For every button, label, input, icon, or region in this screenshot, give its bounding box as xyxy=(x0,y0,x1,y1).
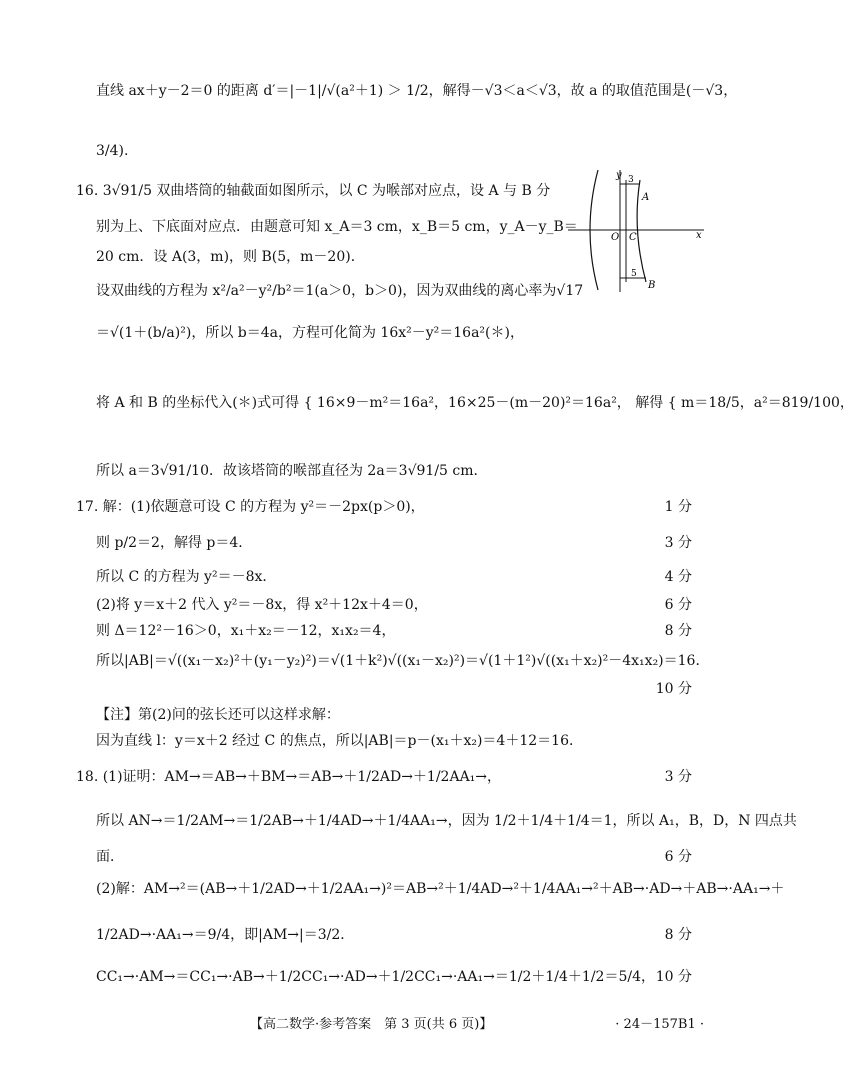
text-line: 所以|AB|＝√((x₁－x₂)²＋(y₁－y₂)²)＝√(1＋k²)√((x₁－x₂)²)＝√(1＋1²)√((x₁＋x₂)²－4x₁x₂)＝16． xyxy=(96,653,710,669)
text-line: 设双曲线的方程为 x²/a²－y²/b²＝1(a＞0，b＞0)，因为双曲线的离心率为√17 xyxy=(96,283,584,299)
text-line: ＝√(1＋(b/a)²)，所以 b＝4a，方程可化简为 16x²－y²＝16a²(＊)， xyxy=(96,325,524,341)
hyperbola-tower-figure xyxy=(568,166,708,296)
text-line: 因为直线 l：y＝x＋2 经过 C 的焦点，所以|AB|＝p－(x₁＋x₂)＝4＋12＝16． xyxy=(96,733,583,749)
text-line: 则 p/2＝2，解得 p＝4． xyxy=(96,535,253,551)
text-line: 18. (1)证明：AM→＝AB→＋BM→＝AB→＋1/2AD→＋1/2AA₁→， xyxy=(76,769,502,785)
score-label: 3 分 xyxy=(664,535,692,551)
footer-code: · 24－157B1 · xyxy=(615,1017,704,1032)
y-axis-label: y xyxy=(616,170,622,181)
text-line: (2)解：AM→²＝(AB→＋1/2AD→＋1/2AA₁→)²＝AB→²＋1/4AD→²＋1/4AA₁→²＋AB→·AD→＋AB→·AA₁→＋ xyxy=(96,881,785,897)
text-line: 则 Δ＝12²－16＞0，x₁＋x₂＝－12，x₁x₂＝4， xyxy=(96,623,396,639)
text-line: 直线 ax＋y－2＝0 的距离 d′＝|－1|/√(a²＋1) ＞ 1/2，解得－√3＜a＜√3，故 a 的取值范围是(－√3， xyxy=(96,83,738,99)
score-label: 6 分 xyxy=(664,597,692,613)
score-label: 3 分 xyxy=(664,769,692,785)
score-label: 1 分 xyxy=(664,499,692,515)
point-b-label: B xyxy=(648,280,656,291)
text-line: 3/4). xyxy=(96,143,129,159)
point-a-label: A xyxy=(642,192,650,203)
text-line: 16. 3√91/5 双曲塔筒的轴截面如图所示，以 C 为喉部对应点，设 A 与 B 分 xyxy=(76,183,551,199)
top-length-label: 3 xyxy=(628,175,634,185)
text-line: 1/2AD→·AA₁→＝9/4，即|AM→|＝3/2． xyxy=(96,927,355,943)
text-line: 所以 a＝3√91/10．故该塔筒的喉部直径为 2a＝3√91/5 cm． xyxy=(96,463,488,479)
text-line: 别为上、下底面对应点．由题意可知 x_A＝3 cm，x_B＝5 cm，y_A－y_B＝ xyxy=(96,219,578,235)
score-label: 8 分 xyxy=(664,623,692,639)
score-label: 10 分 xyxy=(655,681,692,697)
text-line: CC₁→·AM→＝CC₁→·AB→＋1/2CC₁→·AD→＋1/2CC₁→·AA₁→＝1/2＋1/4＋1/2＝5/4， xyxy=(96,969,655,985)
text-line: 面． xyxy=(96,849,124,865)
origin-label: O xyxy=(611,232,620,243)
text-line: 17. 解：(1)依题意可设 C 的方程为 y²＝－2px(p＞0)， xyxy=(76,499,425,515)
text-line: 20 cm．设 A(3，m)，则 B(5，m－20)． xyxy=(96,249,365,265)
score-label: 4 分 xyxy=(664,569,692,585)
x-axis-label: x xyxy=(696,230,702,241)
text-line: 所以 AN→＝1/2AM→＝1/2AB→＋1/4AD→＋1/4AA₁→，因为 1/2＋1/4＋1/4＝1，所以 A₁，B，D，N 四点共 xyxy=(96,813,797,829)
score-label: 8 分 xyxy=(664,927,692,943)
score-label: 6 分 xyxy=(664,849,692,865)
page-footer xyxy=(0,1014,764,1036)
text-line: (2)将 y＝x＋2 代入 y²＝－8x，得 x²＋12x＋4＝0， xyxy=(96,597,428,613)
footer-title: 【高二数学·参考答案 第 3 页(共 6 页)】 xyxy=(250,1017,493,1032)
text-line: 【注】第(2)问的弦长还可以这样求解： xyxy=(96,707,340,723)
text-line: 将 A 和 B 的坐标代入(＊)式可得 { 16×9－m²＝16a²，16×25－(m－20)²＝16a²， 解得 { m＝18/5，a²＝819/100， xyxy=(96,395,854,411)
bottom-length-label: 5 xyxy=(631,269,637,279)
score-label: 10 分 xyxy=(655,969,692,985)
text-line: 所以 C 的方程为 y²＝－8x． xyxy=(96,569,277,585)
point-c-label: C xyxy=(629,232,637,243)
